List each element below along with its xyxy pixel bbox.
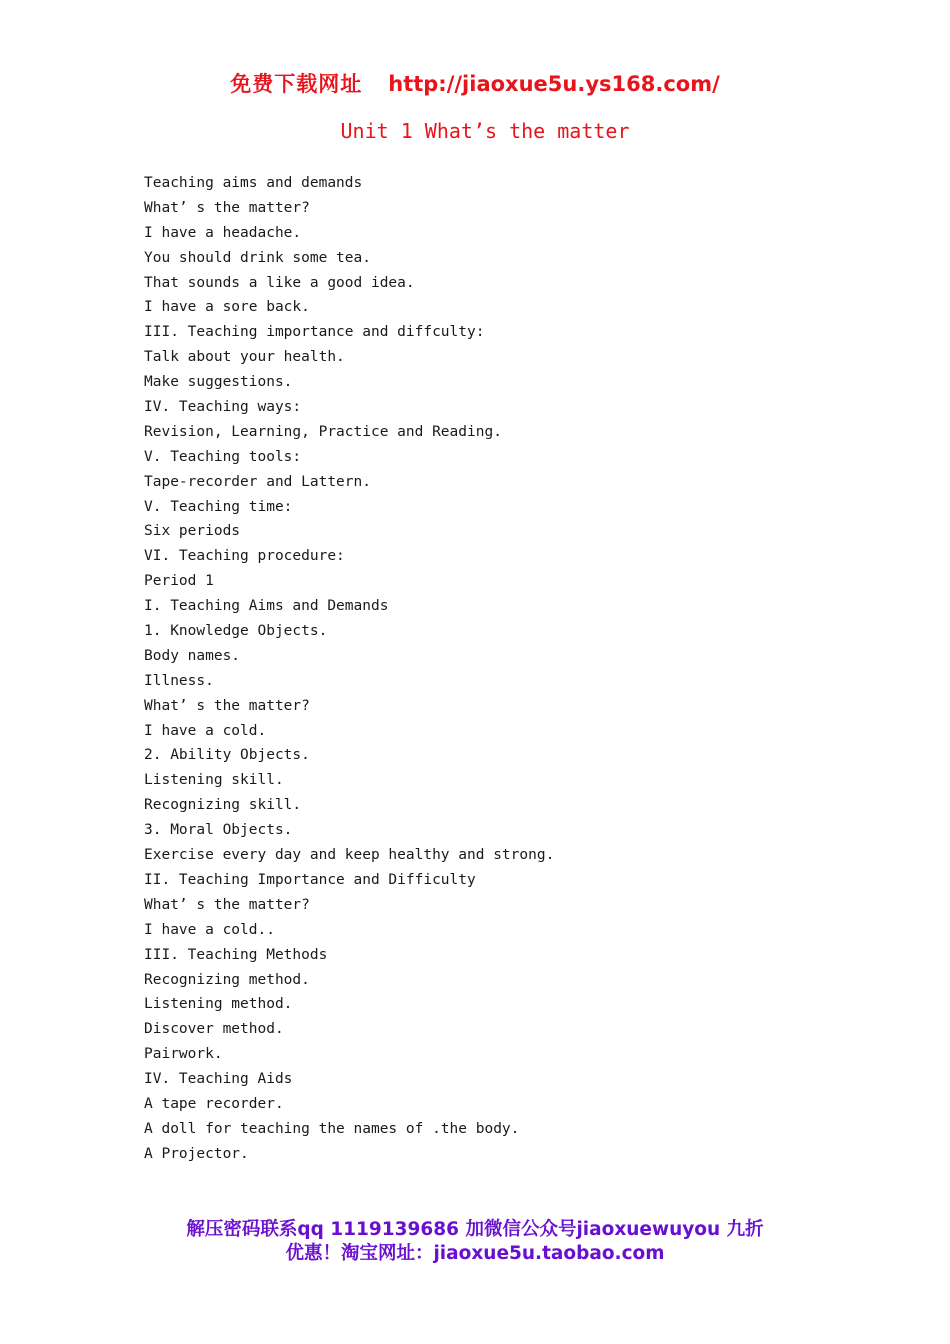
text-line: Recognizing skill. [144, 797, 302, 814]
text-line: Exercise every day and keep healthy and strong. [144, 847, 555, 864]
text-line: You should drink some tea. [144, 249, 371, 266]
text-line: II. Teaching Importance and Difficulty [144, 871, 476, 888]
text-line: Make suggestions. [144, 374, 293, 391]
page-title: Unit 1 What’s the matter [340, 119, 630, 143]
text-line: A Projector. [144, 1145, 249, 1162]
text-line: 1. Knowledge Objects. [144, 623, 328, 640]
text-line: Tape-recorder and Lattern. [144, 473, 371, 490]
text-line: Discover method. [144, 1021, 284, 1038]
lesson-plan-body [144, 171, 554, 1167]
text-line: III. Teaching Methods [144, 946, 328, 963]
text-line: I have a sore back. [144, 299, 310, 316]
text-line: Revision, Learning, Practice and Reading. [144, 423, 502, 440]
text-line: Talk about your health. [144, 349, 345, 366]
text-line: Recognizing method. [144, 971, 310, 988]
download-url[interactable]: http://jiaoxue5u.ys168.com/ [388, 72, 720, 96]
text-line: VI. Teaching procedure: [144, 548, 345, 565]
download-label: 免费下载网址 [230, 72, 363, 96]
text-line: Listening skill. [144, 772, 284, 789]
download-header [0, 68, 950, 98]
text-line: III. Teaching importance and diffculty: [144, 324, 485, 341]
text-line: IV. Teaching ways: [144, 399, 302, 416]
text-line: Period 1 [144, 573, 214, 590]
text-line: I have a cold. [144, 722, 267, 739]
footer-line-1: 解压密码联系qq 1119139686 加微信公众号jiaoxuewuyou 九折 [186, 1219, 764, 1240]
text-line: V. Teaching tools: [144, 448, 302, 465]
text-line: 2. Ability Objects. [144, 747, 310, 764]
text-line: A tape recorder. [144, 1095, 284, 1112]
contact-footer [0, 1218, 950, 1266]
text-line: What’ s the matter? [144, 896, 310, 913]
text-line: That sounds a like a good idea. [144, 274, 415, 291]
text-line: Listening method. [144, 996, 293, 1013]
text-line: Teaching aims and demands [144, 175, 363, 191]
footer-line-2: 优惠！淘宝网址：jiaoxue5u.taobao.com [285, 1243, 665, 1264]
text-line: What’ s the matter? [144, 697, 310, 714]
text-line: Illness. [144, 672, 214, 689]
text-line: 3. Moral Objects. [144, 822, 293, 839]
text-line: Six periods [144, 523, 241, 540]
text-line: V. Teaching time: [144, 498, 293, 515]
text-line: Body names. [144, 647, 241, 664]
text-line: IV. Teaching Aids [144, 1071, 293, 1088]
text-line: I. Teaching Aims and Demands [144, 598, 389, 615]
text-line: Pairwork. [144, 1046, 223, 1063]
text-line: A doll for teaching the names of .the body. [144, 1120, 520, 1137]
text-line: I have a headache. [144, 224, 302, 241]
text-line: What’ s the matter? [144, 199, 310, 216]
text-line: I have a cold.. [144, 921, 275, 938]
